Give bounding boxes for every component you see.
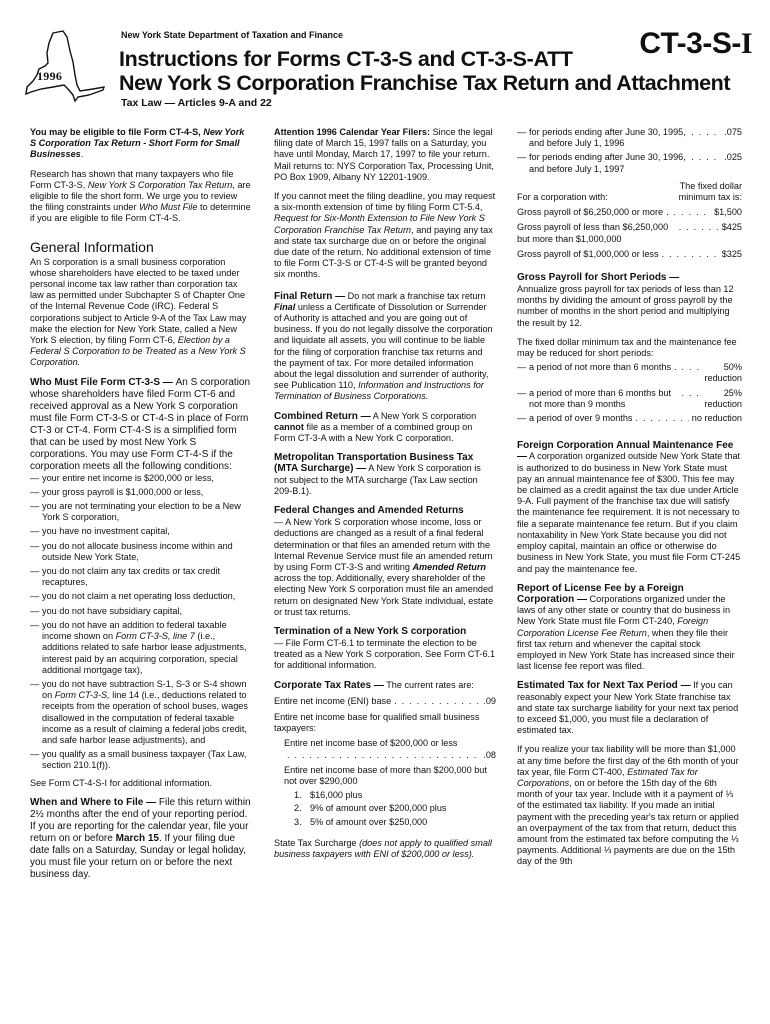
reduction-item	[517, 413, 742, 424]
bracket-text: 5% of amount over $250,000	[310, 816, 428, 827]
tax-law-subtitle: Tax Law — Articles 9-A and 22	[121, 97, 272, 109]
mta-text: A New York S corporation is not subject to the MTA surcharge (Tax Law section 209-B.1).	[274, 463, 481, 496]
surcharge-period-label: — for periods ending after June 30, 1996, and before July 1, 1997	[529, 152, 686, 174]
final-return-text-a: Do not mark a franchise tax return	[347, 290, 486, 301]
eni-200k-label: Entire net income base of $200,000 or less	[284, 738, 458, 749]
when-where-text-b: . If your filing due date falls on a Saturday, Sunday or legal holiday, you must file your return on or before the next business day.	[30, 832, 246, 880]
condition-item: — you have no investment capital,	[30, 526, 251, 537]
estimated-tax-text: If you can reasonably expect your New York State franchise tax and state tax surcharge liability for your next tax period to exceed $1,000, you must file a declaration of estimated tax.	[517, 680, 739, 736]
final-word: Final	[274, 301, 296, 312]
qualified-small-business-label: Entire net income base for qualified small business taxpayers:	[274, 711, 480, 734]
general-text: An S corporation is a small business corporation whose shareholders have elected to be taxed under personal income tax law rather than corporation tax law as permitted under Subchapter S of Chapter One of the Internal Revenue Code (IRC). Federal S corporations subject to Article 9-A of the Tax Law may make the election for New York State, called a New York S election, by filing Form CT-6,	[30, 256, 247, 346]
license-fee-text-a: Corporations organized under the laws of any other state or country that do business in New York State must file Form CT-240,	[517, 593, 731, 627]
leader-dots	[674, 362, 699, 373]
reduction-value: 25% reduction	[704, 387, 742, 409]
surcharge-period-value: .075	[724, 127, 742, 137]
maintenance-fee-heading: Foreign Corporation Annual Maintenance Fee —	[517, 440, 734, 463]
reduction-row	[529, 388, 742, 410]
eni-rate-value: .09	[483, 695, 496, 706]
bracket-item	[294, 803, 496, 814]
cannot-word: cannot	[274, 421, 304, 432]
short-periods-paragraph: Annualize gross payroll for tax periods of less than 12 months by dividing the amount of gross payroll by the number of months in the short period and multiplying the result by 12.	[517, 284, 734, 328]
condition-addition-text-a: you do not have an addition to federal taxable income shown on	[42, 619, 227, 642]
fixed-minimum-header-right: The fixed dollar minimum tax is:	[678, 180, 742, 203]
bracket-number: 3.	[294, 816, 302, 827]
research-paragraph	[30, 169, 251, 225]
new-york-state-outline-icon	[23, 29, 107, 111]
eni-rate-label: Entire net income (ENI) base	[274, 695, 392, 706]
general-information-paragraph	[30, 257, 251, 369]
combined-return-heading: Combined Return —	[274, 410, 371, 422]
condition-item	[30, 679, 251, 746]
short-form-notice-lead: You may be eligible to file Form CT-4-S,	[30, 127, 201, 137]
leader-dots	[691, 127, 721, 138]
combined-return-text-b: file as a member of a combined group on Form CT-3-A with a New York C corporation.	[274, 421, 473, 444]
attention-paragraph	[274, 127, 496, 183]
see-form-note: See Form CT-4-S-I for additional information.	[30, 777, 213, 788]
tax-rates-intro	[274, 680, 496, 691]
who-must-file-text: An S corporation whose shareholders have filed Form CT-6 and received approval as a New York S corporation must file Form CT-3-S or CT-4-S in place of Form CT-3 or CT-4. Form CT-4-S is a simplified form that can be used by most New York S corporations. You may use Form CT-4-S if the corporation meets all the following conditions:	[30, 376, 251, 472]
federal-changes-text-b: across the top. Additionally, every shareholder of the electing New York S corporation must file an amended return on designated New York State individual, estate or trust tax returns.	[274, 573, 494, 617]
research-form-title: New York S Corporation Tax Return	[87, 179, 233, 190]
bracket-item	[294, 817, 496, 828]
license-fee-paragraph	[517, 583, 742, 673]
eni-rate-row	[274, 696, 496, 707]
condition-addition-text-b: (i.e., additions related to safe harbor lease adjustments, interest paid by an acquiring corporation, special additional mortgage tax),	[42, 631, 247, 675]
surcharge-period-value: .025	[724, 152, 742, 163]
conditions-list	[30, 473, 251, 772]
estimated-tax-form-title: Estimated Tax for Corporations	[517, 766, 698, 788]
form-code-prefix: CT-3-S-	[639, 27, 741, 60]
fixed-minimum-label: Gross payroll of $6,250,000 or more	[517, 207, 664, 218]
research-text-b: , are eligible to file the short form. We urge you to review the filing constraints under	[30, 179, 251, 213]
extension-form-title: Request for Six-Month Extension to File New York S Corporation Franchise Tax Return	[274, 213, 485, 235]
due-date-bold: March 15	[115, 832, 159, 844]
realize-text-a: If you realize your tax liability will be more than $1,000 at any time before the first day of the 6th month of your tax year, file Form CT-400,	[517, 744, 739, 777]
reduction-value: 50% reduction	[704, 362, 742, 384]
leader-dots	[666, 207, 711, 218]
estimated-tax-heading: Estimated Tax for Next Tax Period —	[517, 680, 691, 692]
reduction-label: — a period of more than 6 months but not more than 9 months	[529, 387, 672, 409]
amended-return-words: Amended Return	[412, 561, 486, 572]
reduction-list	[517, 362, 742, 424]
condition-item: — you do not claim a net operating loss deduction,	[30, 591, 251, 602]
condition-subtraction-text-b: line 14 (i.e., deductions related to receipts from the operation of school buses, wages disallowed in the computation of federal taxable income as a result of claiming a federal jobs credit, and safe harbor lease adjustments), and	[42, 690, 248, 745]
eni-200k-value: .08	[483, 749, 496, 760]
research-text-c: to determine if you are eligible to file Form CT-4-S.	[30, 202, 251, 224]
fixed-minimum-header	[517, 181, 742, 203]
form-code-suffix: I	[740, 27, 752, 60]
license-fee-form-title: Foreign Corporation License Fee Return	[517, 616, 709, 638]
fixed-minimum-row	[517, 249, 742, 260]
page-title-line2: New York S Corporation Franchise Tax Return and Attachment	[119, 71, 731, 95]
who-must-file-heading-text: Who Must File Form CT-3-S —	[30, 376, 173, 388]
tax-rates-heading: Corporate Tax Rates —	[274, 679, 384, 691]
fixed-minimum-label: Gross payroll of $1,000,000 or less	[517, 248, 659, 259]
fixed-minimum-header-left: For a corporation with:	[517, 192, 608, 203]
mta-heading: Metropolitan Transportation Business Tax (MTA Surcharge) —	[274, 452, 474, 475]
general-information-heading: General Information	[30, 238, 154, 255]
bracket-item	[294, 790, 496, 801]
combined-return-paragraph	[274, 411, 496, 445]
bracket-list	[294, 790, 496, 828]
page-title: Instructions for Forms CT-3-S and CT-3-S-ATT	[119, 47, 573, 71]
condition-subtraction-form-ref: Form CT-3-S,	[54, 690, 110, 701]
maintenance-fee-text: A corporation organized outside New York State that is authorized to do business in New York State must pay an annual maintenance fee of $300. This fee may be claimed as a credit against the tax due under Article 9-A. Full payment of the franchise tax due will satisfy the maintenance fee requirement. It is not necessary to file a separate maintenance fee return. But if you claim nontaxability in New York State because you did not employ capital, maintain an office or otherwise do business in New York State, you must file Form CT-245 and pay the maintenance fee.	[517, 451, 741, 574]
final-return-paragraph	[274, 291, 496, 403]
column-1	[30, 127, 251, 1020]
who-must-file-heading	[30, 377, 251, 473]
surcharge-label: State Tax Surcharge	[274, 837, 357, 848]
condition-item: — your gross payroll is $1,000,000 or less,	[30, 487, 251, 498]
column-3	[517, 127, 742, 1020]
eni-200k-row	[284, 738, 496, 760]
state-surcharge-paragraph	[274, 838, 496, 860]
extension-text-a: If you cannot meet the filing deadline, you may request a six-month extension of time by filing Form CT-5.4,	[274, 191, 496, 213]
reduction-row	[529, 362, 742, 384]
license-fee-text-b: , when they file their first tax return and whenever the capital stock employed in New York State has increased since their last license fee report was filed.	[517, 627, 735, 672]
extension-text-b: , and paying any tax and state tax surcharge due on or before the original due date of the return. No additional extension of time to file Form CT-3-S or CT-4-S will be granted beyond six months.	[274, 224, 493, 280]
condition-item: — you do not allocate business income within and outside New York State,	[30, 541, 251, 563]
surcharge-period-row	[529, 127, 742, 149]
reduction-value: no reduction	[691, 413, 742, 424]
surcharge-period-label: — for periods ending after June 30, 1995, and before July 1, 1996	[529, 127, 686, 149]
fixed-minimum-value: $325	[721, 248, 742, 259]
estimated-tax-paragraph	[517, 680, 742, 736]
combined-return-text-a: A New York S corporation	[372, 410, 477, 421]
leader-dots	[287, 750, 480, 761]
new-york-state-map-logo	[23, 29, 107, 111]
bracket-text: 9% of amount over $200,000 plus	[310, 803, 447, 814]
federal-changes-text-a: — A New York S corporation whose income, loss or deductions are changed as a result of a final federal determination or that files an amended return with the Internal Revenue Service must file an amended return by using Form CT-3-S and writing	[274, 517, 493, 572]
condition-item: — you do not claim any tax credits or tax credit recaptures,	[30, 566, 251, 588]
short-form-title: New York S Corporation Tax Return - Short Form for Small Businesses	[30, 127, 245, 160]
condition-item	[30, 620, 251, 676]
condition-subtraction-text-a: you do not have subtraction S-1, S-3 or S-4 shown on	[42, 678, 247, 701]
fixed-minimum-row	[517, 222, 742, 244]
condition-item: — you qualify as a small business taxpayer (Tax Law, section 210.1(f)).	[30, 749, 251, 771]
page-header	[20, 20, 760, 116]
year-label: 1996	[37, 69, 63, 83]
surcharge-period-item	[517, 152, 742, 174]
when-where-heading-text: When and Where to File —	[30, 796, 157, 808]
leader-dots	[691, 152, 721, 163]
eni-over-200k-label: Entire net income base of more than $200,000 but not over $290,000	[284, 764, 487, 786]
reduction-label: — a period of not more than 6 months	[529, 362, 672, 373]
bracket-text: $16,000 plus	[310, 790, 363, 801]
tax-rates-intro-text: The current rates are:	[386, 679, 474, 690]
surcharge-period-item	[517, 127, 742, 149]
when-where-text-a: File this return within 2½ months after the end of your reporting period. If you are reporting for the calendar year, file your return on or before	[30, 796, 251, 844]
surcharge-note: (does not apply to qualified small business taxpayers with ENI of $200,000 or less).	[274, 837, 492, 859]
when-where-heading	[30, 797, 251, 881]
attention-label: Attention 1996 Calendar Year Filers:	[274, 127, 431, 137]
short-form-notice-end: .	[80, 149, 84, 160]
leader-dots	[394, 696, 480, 707]
leader-dots	[679, 222, 719, 233]
condition-item: — you are not terminating your election to be a New York S corporation,	[30, 501, 251, 523]
short-form-notice	[30, 127, 251, 161]
leader-dots	[662, 249, 719, 260]
general-form-title: Election by a Federal S Corporation to be Treated as a New York S Corporation.	[30, 335, 246, 368]
surcharge-period-row	[529, 152, 742, 174]
license-fee-heading: Report of License Fee by a Foreign Corporation —	[517, 582, 684, 605]
bracket-number: 2.	[294, 803, 302, 814]
research-who-must-file: Who Must File	[139, 202, 198, 213]
reduction-item	[517, 362, 742, 384]
reduction-label: — a period of over 9 months	[529, 413, 633, 424]
eni-200k-value-row	[284, 750, 496, 761]
short-periods-heading: Gross Payroll for Short Periods —	[517, 272, 680, 284]
mta-paragraph	[274, 452, 496, 497]
publication-title: Information and Instructions for Termination of Business Corporations.	[274, 380, 484, 402]
termination-heading: Termination of a New York S corporation	[274, 625, 467, 637]
federal-changes-paragraph	[274, 517, 496, 618]
surcharge-periods-list	[517, 127, 742, 175]
realize-liability-paragraph	[517, 744, 742, 867]
reduction-intro: The fixed dollar minimum tax and the maintenance fee may be reduced for short periods:	[517, 336, 737, 359]
final-return-heading: Final Return —	[274, 290, 346, 302]
column-2	[274, 127, 496, 1020]
reduction-row	[529, 413, 742, 424]
federal-changes-heading: Federal Changes and Amended Returns	[274, 505, 464, 517]
termination-paragraph: — File Form CT-6.1 to terminate the election to be treated as a New York S corporation. See Form CT-6.1 for additional information.	[274, 637, 496, 671]
fixed-minimum-value: $425	[721, 222, 742, 233]
leader-dots	[635, 413, 688, 424]
fixed-minimum-label: Gross payroll of less than $6,250,000 but more than $1,000,000	[517, 222, 669, 244]
final-return-text-b: unless a Certificate of Dissolution or Surrender of Authority is attached and you are going out of business. If you do not legally dissolve the corporation and liquidate all assets, you will continue to be liable for the filing of corporation franchise tax returns and the payment of tax. For more detailed information about the legal dissolution and surrender of authority, see Publication 110,	[274, 301, 493, 391]
condition-item: — your entire net income is $200,000 or less,	[30, 473, 251, 484]
realize-text-b: , on or before the 15th day of the 6th month of your tax year. Include with it a payment of ⅓ of the estimated tax liability. If you made an initial payment with the preceding year's tax return or applied an overpayment of the tax from that return, deduct this amount from the estimated tax before computing the ⅓ payments. Additional ⅓ payments are due on the 15th day of the 9th	[517, 777, 739, 867]
leader-dots	[681, 388, 701, 399]
fixed-minimum-row	[517, 207, 742, 218]
bracket-number: 1.	[294, 790, 302, 801]
agency-name: New York State Department of Taxation and Finance	[121, 30, 344, 40]
extension-paragraph	[274, 191, 496, 281]
research-text-a: Research has shown that many taxpayers who file Form CT-3-S,	[30, 168, 234, 190]
form-code	[639, 27, 752, 61]
attention-text: Since the legal filing date of March 15, 1997 falls on a Saturday, you have until Monday, March 17, 1997 to file your return. Mail returns to: NYS Corporation Tax, Processing Unit, PO Box 1909, Albany NY 12201-1909.	[274, 127, 494, 182]
maintenance-fee-paragraph	[517, 440, 742, 574]
condition-addition-form-ref: Form CT-3-S, line 7	[115, 631, 195, 642]
qualified-rates	[274, 738, 496, 827]
reduction-item	[517, 388, 742, 410]
fixed-minimum-value: $1,500	[714, 207, 742, 218]
condition-item: — you do not have subsidiary capital,	[30, 606, 251, 617]
